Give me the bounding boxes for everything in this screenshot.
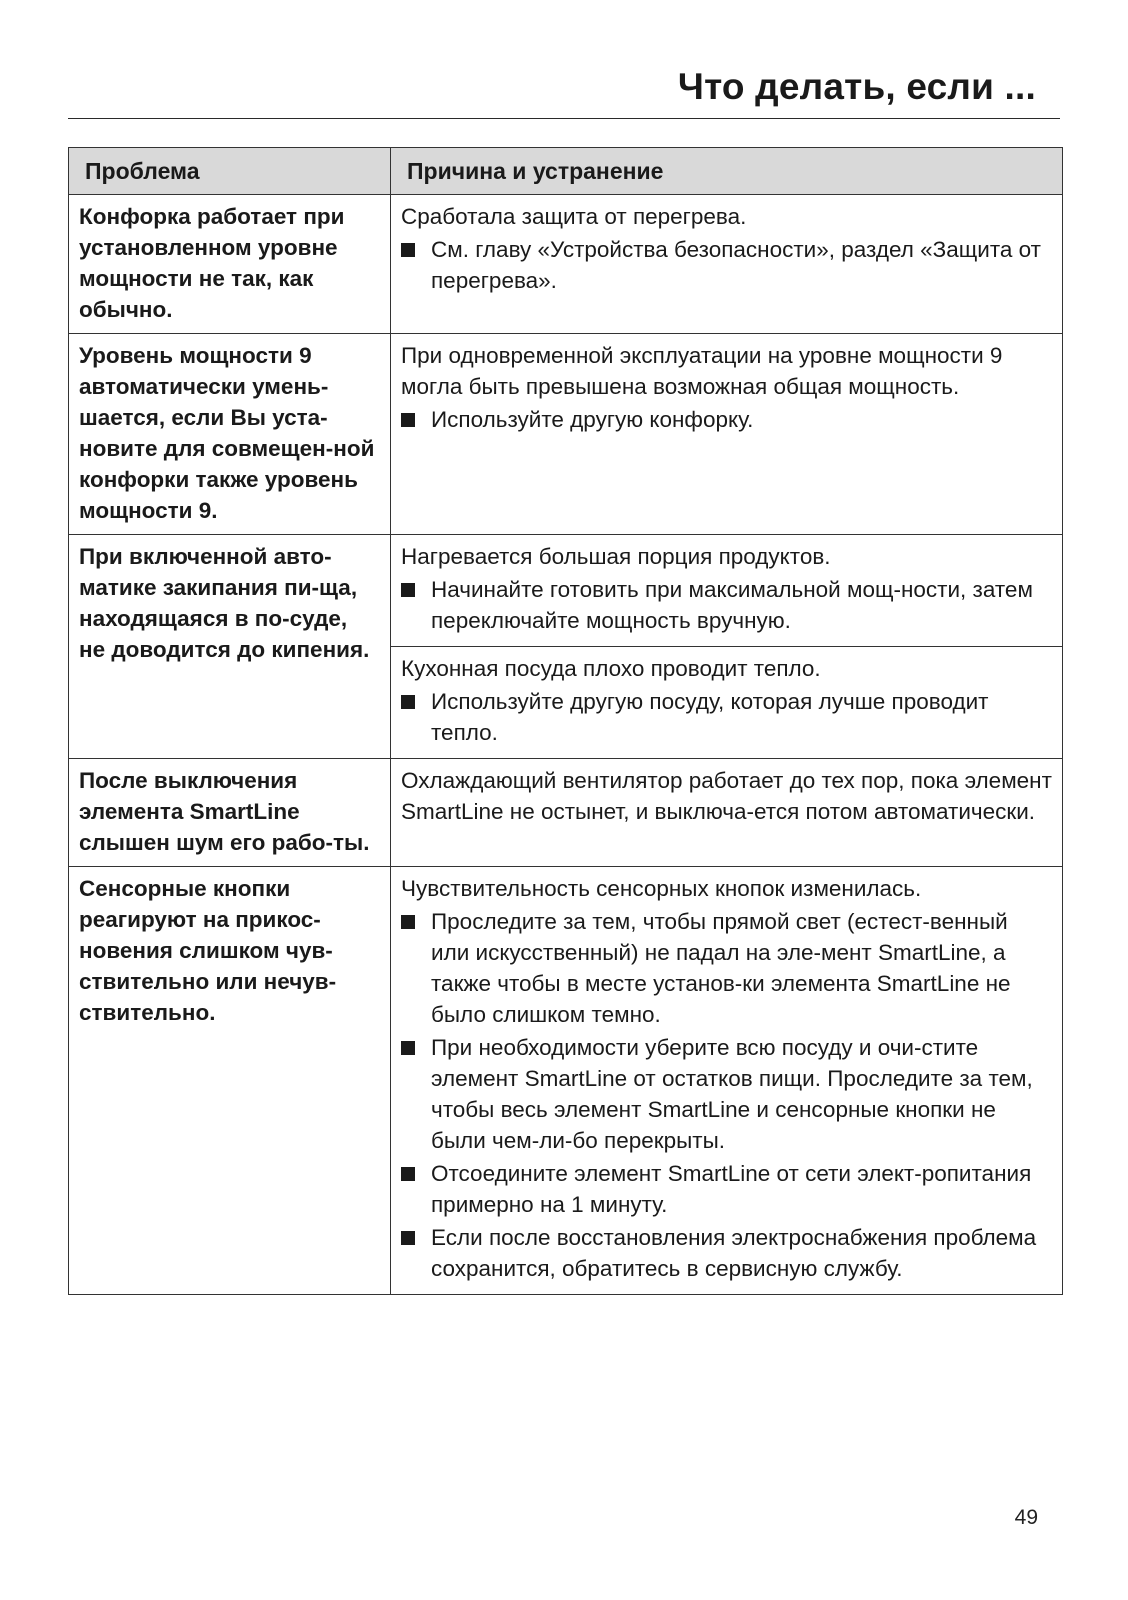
cause-text: Чувствительность сенсорных кнопок изменилась. <box>401 876 922 901</box>
problem-cell: Уровень мощности 9 автоматически умень-шается, если Вы уста-новите для совмещен-ной конфорки также уровень мощности 9. <box>69 334 391 535</box>
action-list <box>401 686 1052 748</box>
problem-cell: Сенсорные кнопки реагируют на прикос-новения слишком чув-ствительно или нечув-ствительно. <box>69 867 391 1295</box>
cause-text: Кухонная посуда плохо проводит тепло. <box>401 656 821 681</box>
square-bullet-icon <box>401 1231 415 1245</box>
action-list <box>401 906 1052 1284</box>
action-text: См. главу «Устройства безопасности», раздел «Защита от перегрева». <box>431 237 1041 293</box>
cause-cell <box>391 867 1063 1295</box>
table-row <box>69 195 1063 334</box>
square-bullet-icon <box>401 1041 415 1055</box>
action-item <box>401 906 1052 1030</box>
table-body <box>69 195 1063 1295</box>
square-bullet-icon <box>401 915 415 929</box>
square-bullet-icon <box>401 243 415 257</box>
action-list <box>401 574 1052 636</box>
table-header-row <box>69 148 1063 195</box>
problem-cell: Конфорка работает при установленном уровне мощности не так, как обычно. <box>69 195 391 334</box>
cause-cell <box>391 535 1063 647</box>
title-divider <box>68 118 1060 119</box>
header-problem: Проблема <box>69 148 391 195</box>
action-list <box>401 404 1052 435</box>
page-number: 49 <box>1014 1506 1038 1529</box>
problem-cell: После выключения элемента SmartLine слышен шум его рабо-ты. <box>69 759 391 867</box>
header-cause: Причина и устранение <box>391 148 1063 195</box>
page-title: Что делать, если ... <box>677 66 1036 107</box>
table-row <box>69 334 1063 535</box>
cause-text: Сработала защита от перегрева. <box>401 204 747 229</box>
square-bullet-icon <box>401 695 415 709</box>
action-text: При необходимости уберите всю посуду и очи-стите элемент SmartLine от остатков пищи. Проследите за тем, чтобы весь элемент SmartLine и сенсорные кнопки не были чем-ли-бо перекрыты. <box>431 1035 1033 1153</box>
cause-text: Нагревается большая порция продуктов. <box>401 544 831 569</box>
action-text: Используйте другую конфорку. <box>431 407 754 432</box>
table-row <box>69 759 1063 867</box>
action-text: Если после восстановления электроснабжения проблема сохранится, обратитесь в сервисную службу. <box>431 1225 1037 1281</box>
action-text: Отсоедините элемент SmartLine от сети элект-ропитания примерно на 1 минуту. <box>431 1161 1032 1217</box>
square-bullet-icon <box>401 583 415 597</box>
problem-cell: При включенной авто-матике закипания пи-ща, находящаяся в по-суде, не доводится до кипения. <box>69 535 391 759</box>
action-item <box>401 1032 1052 1156</box>
action-text: Используйте другую посуду, которая лучше проводит тепло. <box>431 689 989 745</box>
action-text: Начинайте готовить при максимальной мощ-ности, затем переключайте мощность вручную. <box>431 577 1033 633</box>
cause-cell <box>391 195 1063 334</box>
action-list <box>401 234 1052 296</box>
action-item <box>401 574 1052 636</box>
cause-text: При одновременной эксплуатации на уровне мощности 9 могла быть превышена возможная общая мощность. <box>401 343 1003 399</box>
action-text: Проследите за тем, чтобы прямой свет (естест-венный или искусственный) не падал на эле-мент SmartLine, а также чтобы в месте установ-ки элемента SmartLine не было слишком темно. <box>431 909 1011 1027</box>
action-item <box>401 686 1052 748</box>
action-item <box>401 404 1052 435</box>
table-row <box>69 867 1063 1295</box>
action-item <box>401 1158 1052 1220</box>
square-bullet-icon <box>401 1167 415 1181</box>
action-item <box>401 1222 1052 1284</box>
cause-cell <box>391 334 1063 535</box>
action-item <box>401 234 1052 296</box>
cause-text: Охлаждающий вентилятор работает до тех пор, пока элемент SmartLine не остынет, и выключа-ется потом автоматически. <box>401 768 1052 824</box>
cause-cell <box>391 647 1063 759</box>
square-bullet-icon <box>401 413 415 427</box>
troubleshooting-table <box>68 147 1063 1295</box>
cause-cell <box>391 759 1063 867</box>
table-row <box>69 535 1063 647</box>
